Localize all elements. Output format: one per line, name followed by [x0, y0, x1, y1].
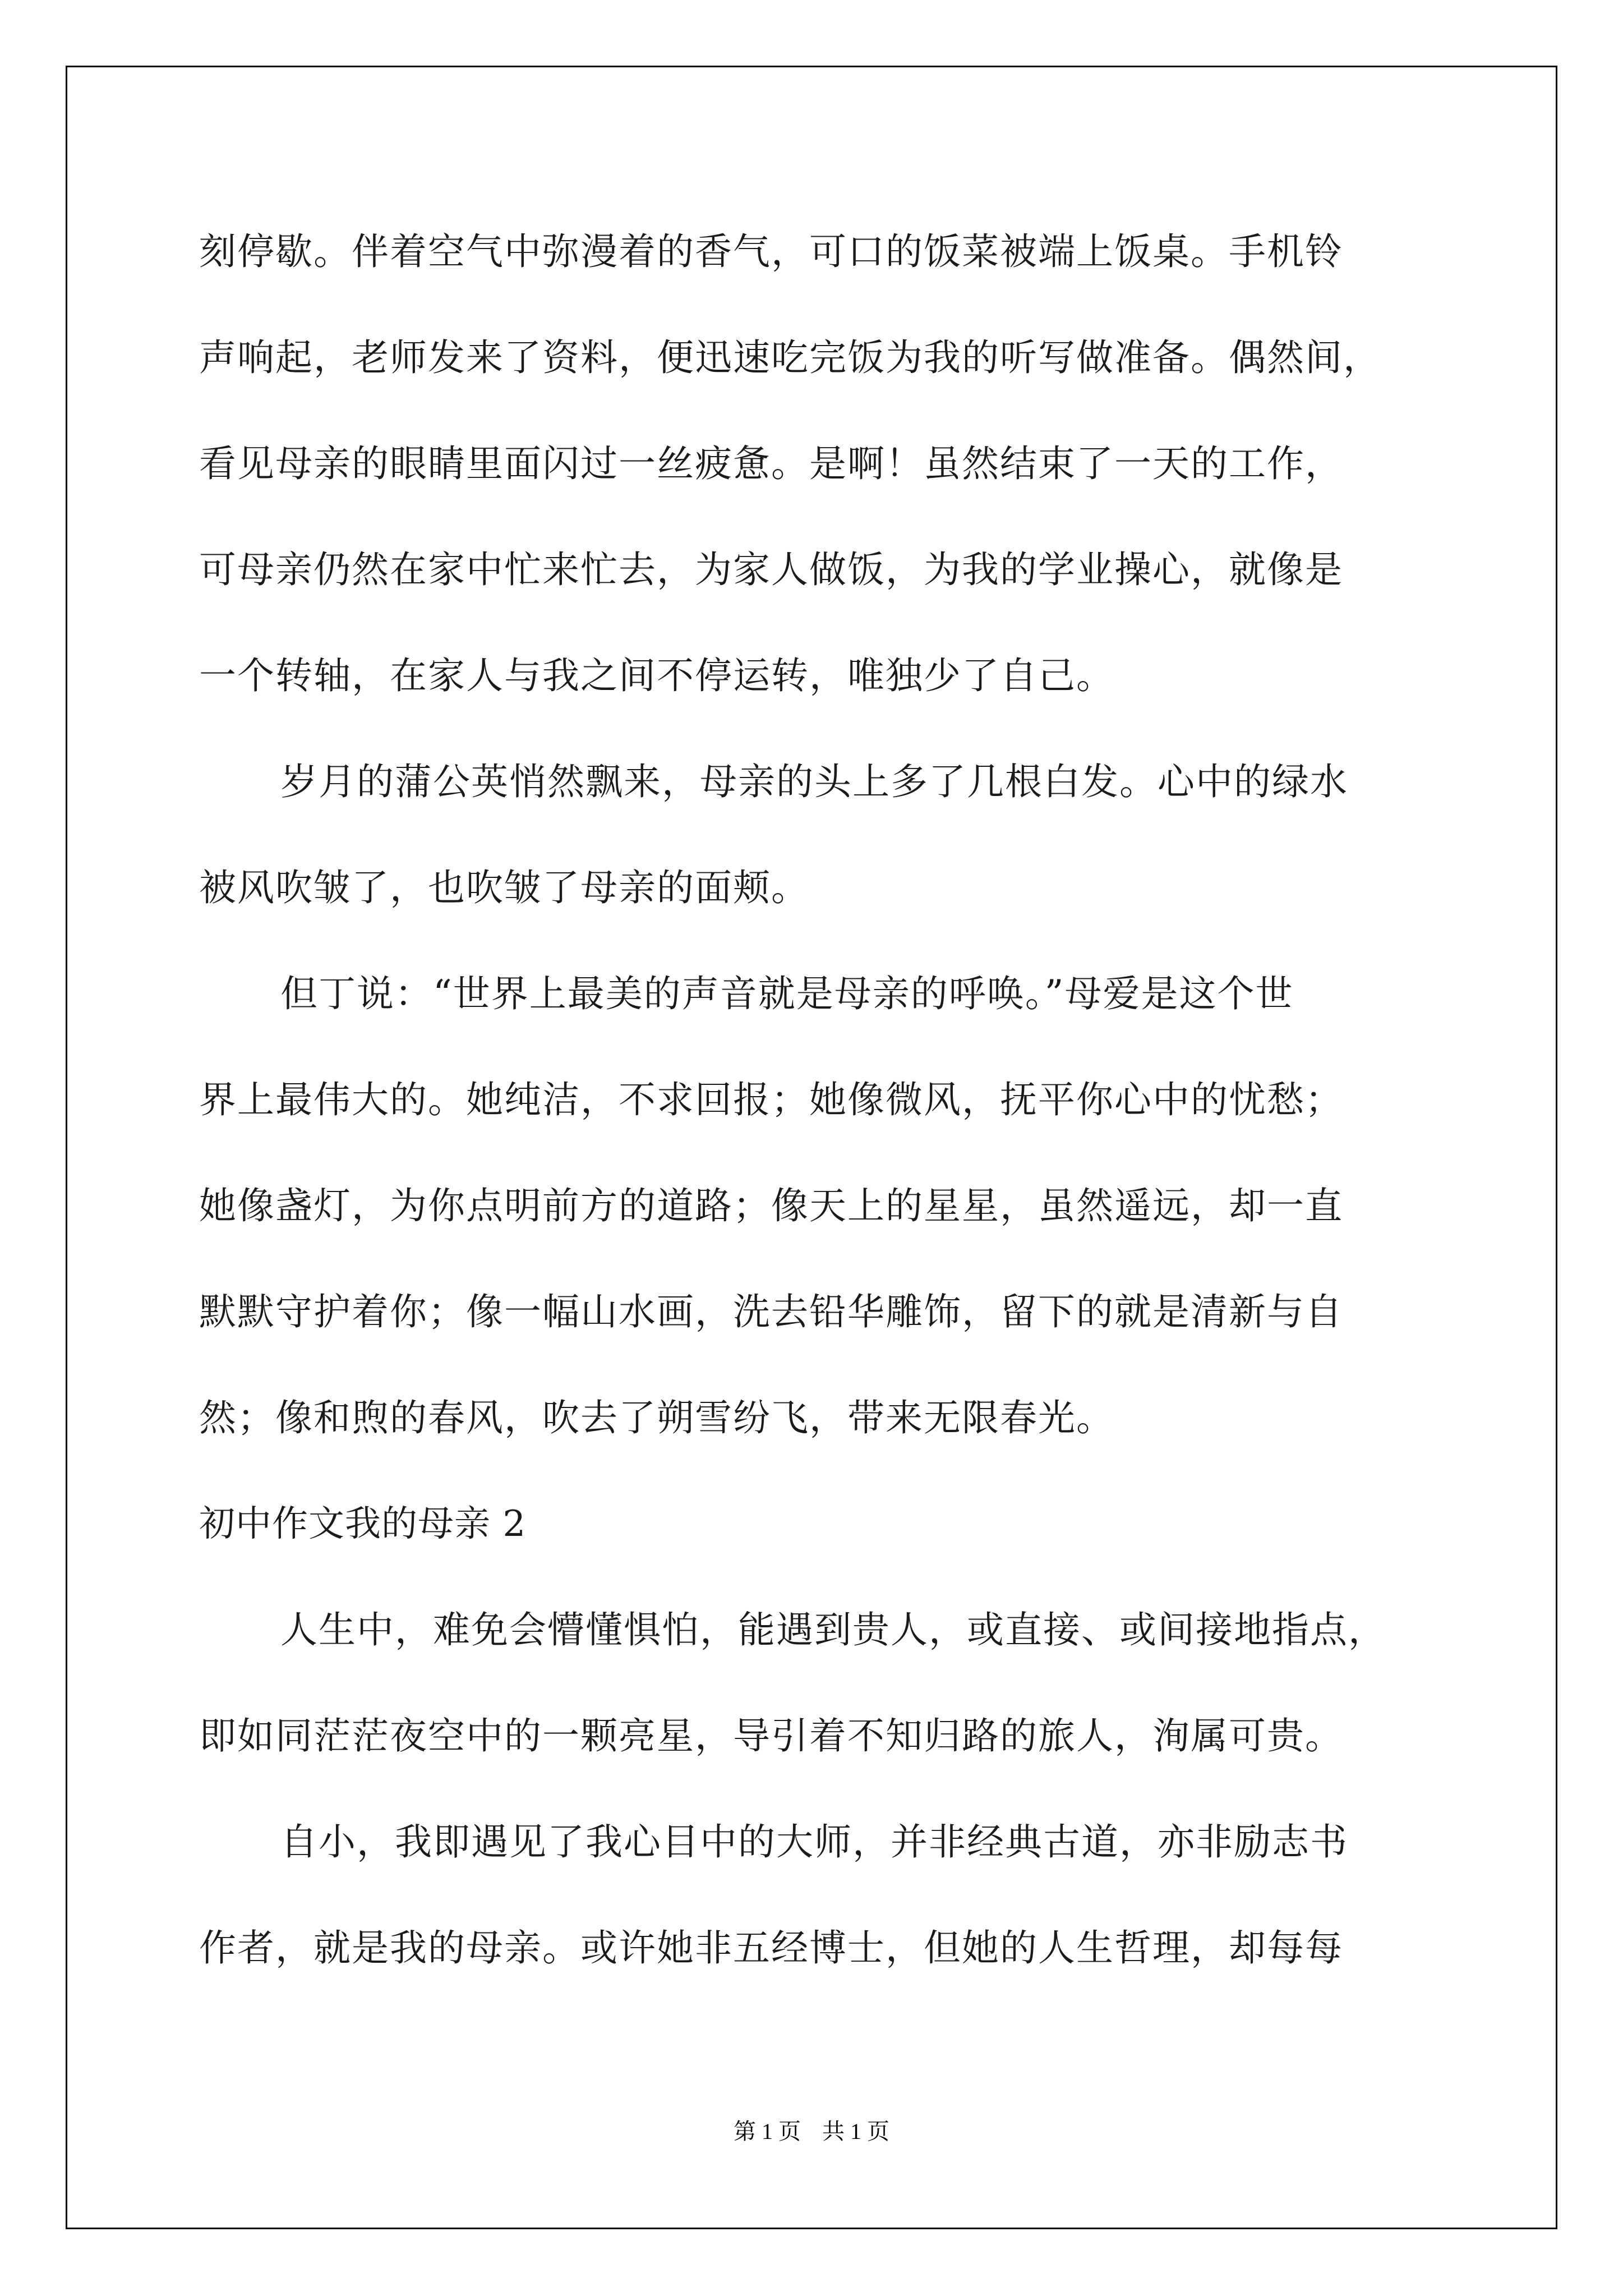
paragraph-first-line: 但丁说：“世界上最美的声音就是母亲的呼唤。”母爱是这个世: [280, 972, 1294, 1015]
page-number: 第 1 页: [734, 2119, 801, 2144]
text-line: 界上最伟大的。她纯洁，不求回报；她像微风，抚平你心中的忧愁；: [199, 1078, 1343, 1121]
page-footer: [0, 2119, 1623, 2144]
text-line: 作者，就是我的母亲。或许她非五经博士，但她的人生哲理，却每每: [199, 1926, 1343, 1970]
paragraph-first-line: 自小，我即遇见了我心目中的大师，并非经典古道，亦非励志书: [280, 1820, 1348, 1864]
paragraph-first-line: 岁月的蒲公英悄然飘来，母亲的头上多了几根白发。心中的绿水: [280, 760, 1348, 803]
text-line: 看见母亲的眼睛里面闪过一丝疲惫。是啊！虽然结束了一天的工作，: [199, 442, 1343, 485]
page-border: [66, 66, 1557, 2229]
text-line: 一个转轴，在家人与我之间不停运转，唯独少了自己。: [199, 654, 1114, 697]
text-line: 被风吹皱了，也吹皱了母亲的面颊。: [199, 866, 809, 909]
text-line: 声响起，老师发来了资料，便迅速吃完饭为我的听写做准备。偶然间，: [199, 336, 1381, 379]
section-heading: 初中作文我的母亲 2: [199, 1503, 527, 1545]
text-line: 即如同茫茫夜空中的一颗亮星，导引着不知归路的旅人，洵属可贵。: [199, 1714, 1343, 1757]
paragraph-first-line: 人生中，难免会懵懂惧怕，能遇到贵人，或直接、或间接地指点，: [280, 1608, 1386, 1651]
text-line: 然；像和煦的春风，吹去了朔雪纷飞，带来无限春光。: [199, 1396, 1114, 1439]
text-line: 她像盏灯，为你点明前方的道路；像天上的星星，虽然遥远，却一直: [199, 1184, 1343, 1227]
text-line: 刻停歇。伴着空气中弥漫着的香气，可口的饭菜被端上饭桌。手机铃: [199, 230, 1343, 273]
text-line: 默默守护着你；像一幅山水画，洗去铅华雕饰，留下的就是清新与自: [199, 1290, 1343, 1333]
page-total: 共 1 页: [822, 2119, 889, 2144]
text-line: 可母亲仍然在家中忙来忙去，为家人做饭，为我的学业操心，就像是: [199, 548, 1343, 591]
